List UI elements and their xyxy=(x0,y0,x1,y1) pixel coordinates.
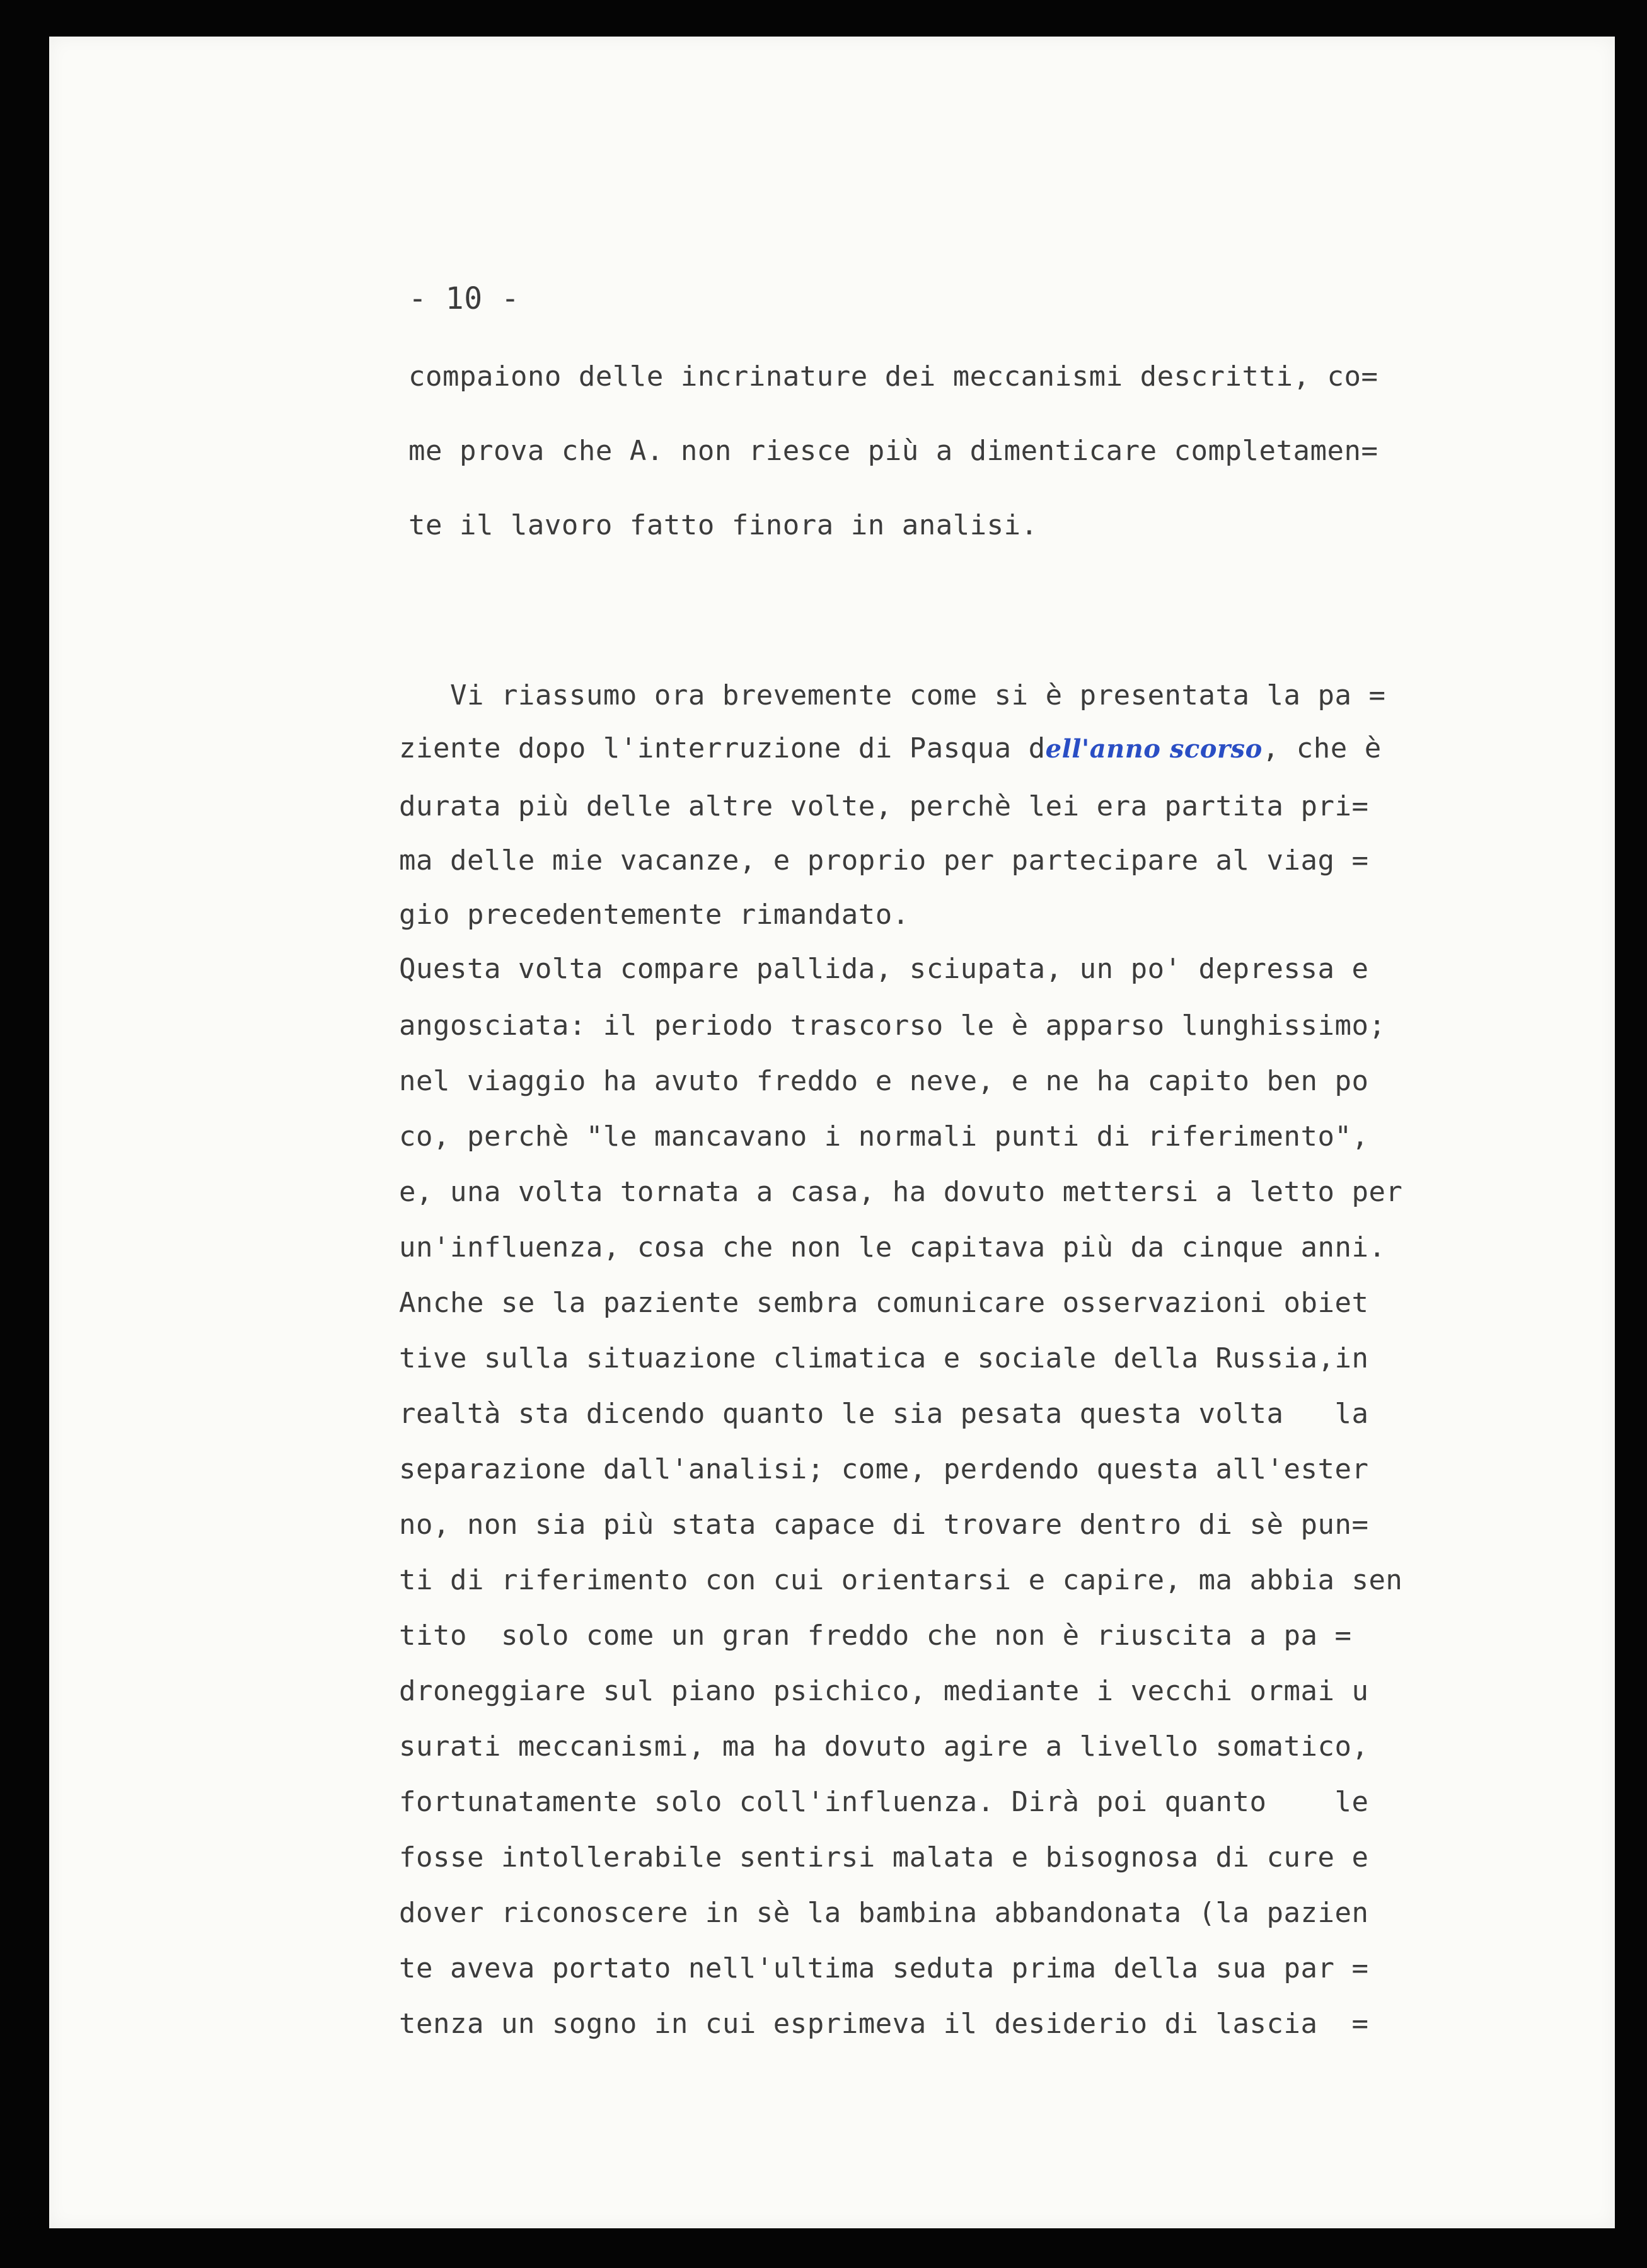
text-line: separazione dall'analisi; come, perdendo questa all'ester xyxy=(399,1453,1369,1485)
text-line: Questa volta compare pallida, sciupata, un po' depressa e xyxy=(399,953,1369,985)
text-line: tito solo come un gran freddo che non è riuscita a pa = xyxy=(399,1620,1352,1652)
text-line: ma delle mie vacanze, e proprio per partecipare al viag = xyxy=(399,844,1369,877)
text-line: fortunatamente solo coll'influenza. Dirà poi quanto le xyxy=(399,1786,1369,1818)
text-line: surati meccanismi, ma ha dovuto agire a livello somatico, xyxy=(399,1730,1369,1763)
handwritten-insertion: ell'anno scorso xyxy=(1045,734,1263,764)
text-segment: , che è xyxy=(1262,732,1382,764)
text-line: te aveva portato nell'ultima seduta prima della sua par = xyxy=(399,1952,1369,1984)
text-line: angosciata: il periodo trascorso le è apparso lunghissimo; xyxy=(399,1010,1386,1042)
text-segment: ziente dopo l'interruzione di Pasqua d xyxy=(399,732,1046,764)
text-line: dover riconoscere in sè la bambina abbandonata (la pazien xyxy=(399,1897,1369,1929)
text-line: Vi riassumo ora brevemente come si è presentata la pa = xyxy=(399,679,1386,711)
text-line: no, non sia più stata capace di trovare dentro di sè pun= xyxy=(399,1509,1369,1541)
text-line: fosse intollerabile sentirsi malata e bisognosa di cure e xyxy=(399,1841,1369,1874)
text-line: compaiono delle incrinature dei meccanismi descritti, co= xyxy=(408,360,1378,393)
text-line: ti di riferimento con cui orientarsi e capire, ma abbia sen xyxy=(399,1564,1403,1596)
text-line: droneggiare sul piano psichico, mediante i vecchi ormai u xyxy=(399,1675,1369,1707)
text-line: e, una volta tornata a casa, ha dovuto mettersi a letto per xyxy=(399,1176,1403,1208)
text-line: co, perchè "le mancavano i normali punti di riferimento", xyxy=(399,1120,1369,1153)
text-line: tenza un sogno in cui esprimeva il desiderio di lascia = xyxy=(399,2008,1369,2040)
text-line: Anche se la paziente sembra comunicare osservazioni obiet xyxy=(399,1287,1369,1319)
text-line: un'influenza, cosa che non le capitava più da cinque anni. xyxy=(399,1231,1386,1264)
text-line: gio precedentemente rimandato. xyxy=(399,899,910,931)
text-line: te il lavoro fatto finora in analisi. xyxy=(408,509,1038,541)
text-line: realtà sta dicendo quanto le sia pesata questa volta la xyxy=(399,1398,1369,1430)
text-line: durata più delle altre volte, perchè lei era partita pri= xyxy=(399,790,1369,822)
text-line xyxy=(399,731,1382,767)
page-number: - 10 - xyxy=(408,281,520,316)
text-line: tive sulla situazione climatica e sociale della Russia,in xyxy=(399,1342,1369,1374)
text-line: me prova che A. non riesce più a dimenticare completamen= xyxy=(408,435,1378,467)
document-page xyxy=(49,37,1615,2228)
text-line: nel viaggio ha avuto freddo e neve, e ne ha capito ben po xyxy=(399,1065,1369,1097)
